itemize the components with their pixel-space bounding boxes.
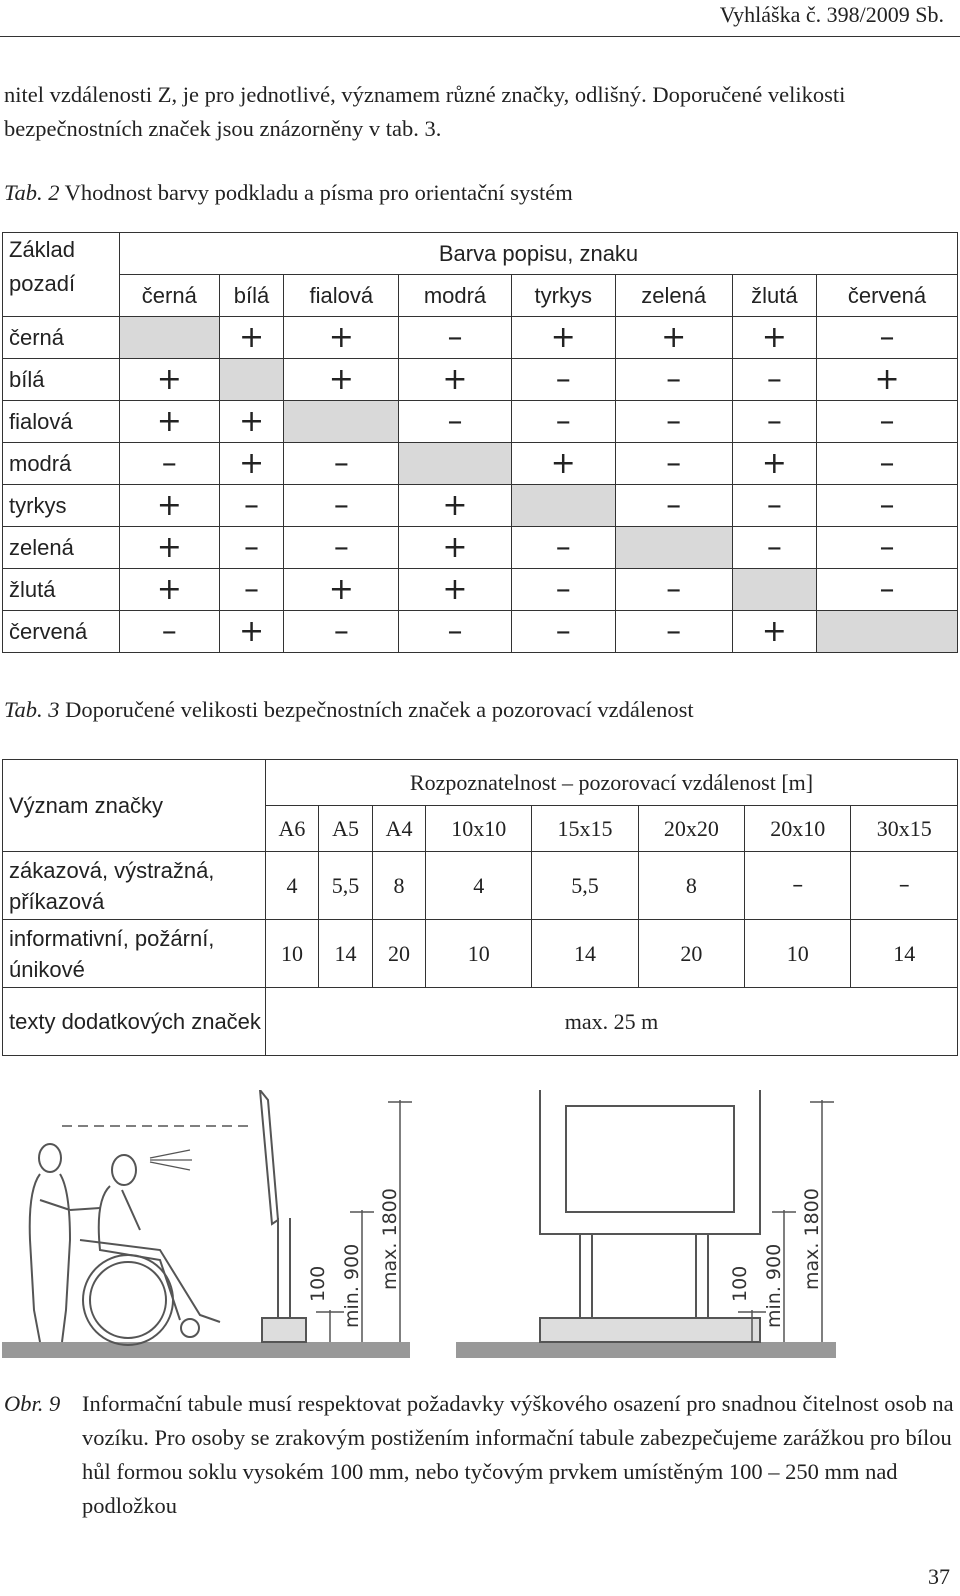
tab3-cell: 8 <box>373 852 426 920</box>
tab2-cell: – <box>732 359 816 401</box>
tab2-cell: – <box>817 569 958 611</box>
running-header: Vyhláška č. 398/2009 Sb. <box>719 2 944 27</box>
tab2-cell: – <box>511 569 615 611</box>
tab3-cell: 14 <box>851 920 958 988</box>
tab2-cell: – <box>511 359 615 401</box>
tab2-cell: – <box>817 401 958 443</box>
tab3-table <box>2 759 958 1056</box>
tab2-cell: – <box>817 527 958 569</box>
tab2-col-header: modrá <box>399 275 512 317</box>
tab2-cell: – <box>284 443 399 485</box>
tab2-corner-label: Základ pozadí <box>3 233 120 317</box>
tab2-row <box>3 401 958 443</box>
tab2-row-label: žlutá <box>3 569 120 611</box>
tab2-row <box>3 359 958 401</box>
tab3-cell: 5,5 <box>532 852 638 920</box>
tab2-cell: – <box>817 317 958 359</box>
tab2-cell: + <box>399 359 512 401</box>
tab2-cell: – <box>120 443 220 485</box>
tab2-row <box>3 569 958 611</box>
tab2-cell: + <box>732 611 816 653</box>
tab2-cell: + <box>120 527 220 569</box>
tab2-cell: + <box>511 317 615 359</box>
tab2-cell: – <box>399 401 512 443</box>
tab3-cell: 4 <box>266 852 319 920</box>
tab2-col-header: tyrkys <box>511 275 615 317</box>
tab3-row-label: informativní, požární, únikové <box>3 920 266 988</box>
sign-post-left <box>260 1090 306 1342</box>
tab2-cell: + <box>399 569 512 611</box>
tab3-row <box>3 852 958 920</box>
tab3-merged-cell: max. 25 m <box>266 988 958 1056</box>
tab2-cell: – <box>284 527 399 569</box>
tab2-col-header: černá <box>120 275 220 317</box>
tab2-row-label: modrá <box>3 443 120 485</box>
freestanding-sign-right <box>540 1090 760 1342</box>
tab2-header-row <box>3 233 958 275</box>
tab2-row-label: červená <box>3 611 120 653</box>
tab3-col-header: 20x20 <box>638 806 744 852</box>
tab2-cell-gray <box>120 317 220 359</box>
tab3-cell: 10 <box>266 920 319 988</box>
tab2-cell-gray <box>732 569 816 611</box>
tab2-cell: – <box>615 485 732 527</box>
dim-left-100: 100 <box>307 1265 329 1302</box>
dim-right-min: min. 900 <box>763 1243 785 1328</box>
tab2-row-label: bílá <box>3 359 120 401</box>
tab2-cell: + <box>219 443 284 485</box>
tab2-cell: – <box>732 527 816 569</box>
tab3-col-header: 20x10 <box>745 806 851 852</box>
dim-right-max: max. 1800 <box>801 1188 823 1290</box>
tab3-cell: 5,5 <box>318 852 372 920</box>
tab2-cell: + <box>511 443 615 485</box>
tab3-cell: 10 <box>426 920 532 988</box>
sight-rays <box>150 1150 192 1170</box>
tab2-cell-gray <box>511 485 615 527</box>
tab2-column-header-row <box>3 275 958 317</box>
tab2-col-header: žlutá <box>732 275 816 317</box>
tab2-col-header: zelená <box>615 275 732 317</box>
tab3-cell: 14 <box>532 920 638 988</box>
tab2-cell: – <box>511 401 615 443</box>
tab2-cell: – <box>817 485 958 527</box>
page-number: 37 <box>928 1564 950 1589</box>
tab3-cell: 8 <box>638 852 744 920</box>
obr9-figure <box>0 1090 960 1390</box>
tab2-cell: + <box>219 401 284 443</box>
tab2-cell: + <box>732 317 816 359</box>
standing-person-figure <box>30 1144 100 1342</box>
tab2-cell: – <box>284 611 399 653</box>
tab3-caption-text: Doporučené velikosti bezpečnostních značek a pozorovací vzdálenost <box>65 697 694 722</box>
obr9-caption <box>4 1387 954 1523</box>
tab2-caption-text: Vhodnost barvy podkladu a písma pro orientační systém <box>64 180 573 205</box>
tab3-cell: 10 <box>745 920 851 988</box>
tab2-cell: – <box>615 611 732 653</box>
dim-right-100: 100 <box>729 1265 751 1302</box>
tab2-row <box>3 485 958 527</box>
tab3-cell: 14 <box>318 920 372 988</box>
tab2-cell: – <box>219 485 284 527</box>
tab2-cell: + <box>399 485 512 527</box>
header-rule <box>0 36 960 37</box>
tab2-table <box>2 232 958 653</box>
tab2-cell-gray <box>399 443 512 485</box>
tab2-cell-gray <box>284 401 399 443</box>
tab2-cell: – <box>284 485 399 527</box>
tab3-label: Tab. 3 <box>4 697 60 722</box>
obr9-label: Obr. 9 <box>4 1391 61 1416</box>
intro-paragraph: nitel vzdálenosti Z, je pro jednotlivé, významem různé značky, odlišný. Doporučené velikosti bezpečnostních značek jsou znázorněny v tab. 3. <box>4 82 846 141</box>
tab2-cell: + <box>120 401 220 443</box>
tab2-row-label: fialová <box>3 401 120 443</box>
tab2-cell: + <box>284 569 399 611</box>
tab3-caption <box>4 697 694 723</box>
tab2-row <box>3 443 958 485</box>
tab2-cell: – <box>219 569 284 611</box>
tab2-cell: – <box>615 359 732 401</box>
tab3-header-row <box>3 760 958 806</box>
ground-left <box>2 1342 410 1358</box>
tab3-cell: – <box>745 852 851 920</box>
tab2-row-label: černá <box>3 317 120 359</box>
tab2-row <box>3 611 958 653</box>
tab2-cell: + <box>284 317 399 359</box>
tab2-cell: – <box>399 611 512 653</box>
tab2-cell: – <box>615 401 732 443</box>
tab3-row-label: texty dodatkových značek <box>3 988 266 1056</box>
tab2-cell: + <box>399 527 512 569</box>
tab2-row-label: zelená <box>3 527 120 569</box>
wheelchair-user-figure <box>80 1155 220 1345</box>
tab2-cell: – <box>120 611 220 653</box>
tab2-cell: – <box>615 569 732 611</box>
tab3-group-header: Rozpoznatelnost – pozorovací vzdálenost [m] <box>266 760 958 806</box>
tab2-col-header: bílá <box>219 275 284 317</box>
tab3-col-header: A6 <box>266 806 319 852</box>
tab3-col-header: A5 <box>318 806 372 852</box>
tab3-cell: 4 <box>426 852 532 920</box>
ground-right <box>456 1342 836 1358</box>
tab2-cell: + <box>284 359 399 401</box>
tab2-cell: – <box>511 611 615 653</box>
tab3-cell: – <box>851 852 958 920</box>
tab2-cell: + <box>120 569 220 611</box>
obr9-text: Informační tabule musí respektovat požadavky výškového osazení pro snadnou čitelnost osob na vozíku. Pro osoby se zrakovým postižením informační tabule zabezpečujeme zarážkou pro bílou hůl formou soklu vysokém 100 mm, nebo tyčovým prvkem umístěným 100 – 250 mm nad podložkou <box>82 1391 954 1518</box>
tab2-label: Tab. 2 <box>4 180 60 205</box>
tab3-row-last <box>3 988 958 1056</box>
tab2-cell-gray <box>219 359 284 401</box>
tab2-col-header: fialová <box>284 275 399 317</box>
tab3-corner-label: Význam značky <box>3 760 266 852</box>
dim-left-max: max. 1800 <box>379 1188 401 1290</box>
tab3-col-header: A4 <box>373 806 426 852</box>
tab2-cell-gray <box>615 527 732 569</box>
tab2-cell: + <box>219 611 284 653</box>
tab2-cell: + <box>120 485 220 527</box>
tab3-cell: 20 <box>373 920 426 988</box>
tab2-row <box>3 527 958 569</box>
tab2-cell: – <box>817 443 958 485</box>
tab2-row-label: tyrkys <box>3 485 120 527</box>
tab2-cell: + <box>120 359 220 401</box>
tab2-cell: + <box>219 317 284 359</box>
tab2-cell: – <box>511 527 615 569</box>
tab2-col-header: červená <box>817 275 958 317</box>
tab3-cell: 20 <box>638 920 744 988</box>
tab2-cell-gray <box>817 611 958 653</box>
tab3-col-header: 15x15 <box>532 806 638 852</box>
tab2-cell: – <box>219 527 284 569</box>
tab2-row <box>3 317 958 359</box>
tab2-caption <box>4 180 573 206</box>
tab2-group-header: Barva popisu, znaku <box>120 233 958 275</box>
tab2-cell: – <box>399 317 512 359</box>
tab3-row <box>3 920 958 988</box>
tab2-cell: – <box>732 401 816 443</box>
tab2-cell: – <box>732 485 816 527</box>
tab2-cell: + <box>732 443 816 485</box>
tab2-cell: + <box>817 359 958 401</box>
tab3-row-label: zákazová, výstražná, příkazová <box>3 852 266 920</box>
dim-left-min: min. 900 <box>341 1243 363 1328</box>
tab3-col-header: 10x10 <box>426 806 532 852</box>
tab2-cell: + <box>615 317 732 359</box>
tab2-cell: – <box>615 443 732 485</box>
tab3-col-header: 30x15 <box>851 806 958 852</box>
